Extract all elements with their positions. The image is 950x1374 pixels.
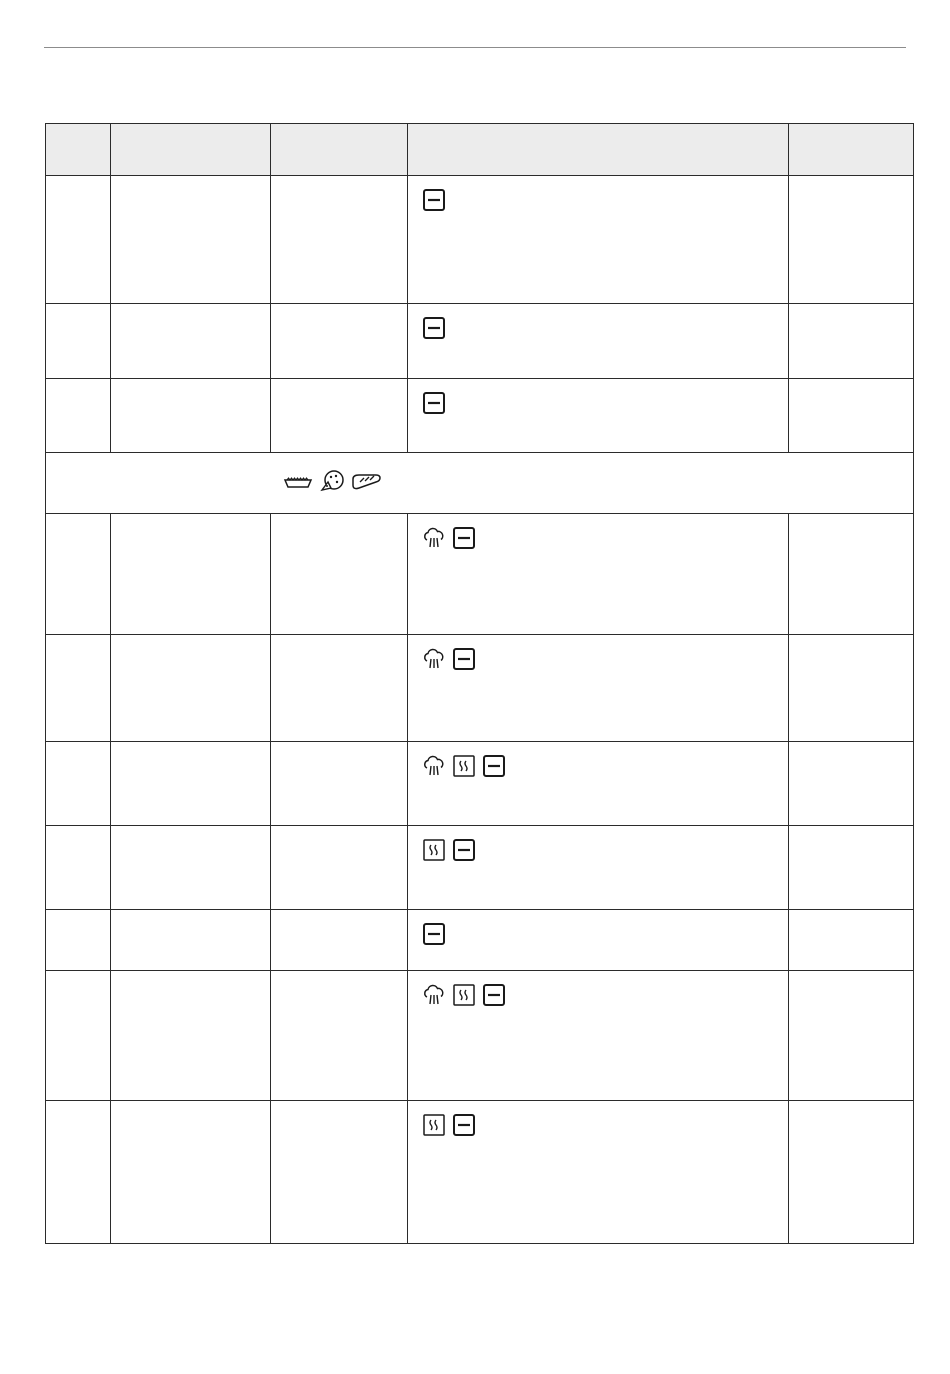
table-row xyxy=(46,971,914,1101)
table-cell-col-2 xyxy=(111,971,271,1101)
table-cell-col-2 xyxy=(111,826,271,910)
table-row xyxy=(46,1101,914,1244)
table-cell-col-3 xyxy=(271,1101,408,1244)
table-cell-col-5 xyxy=(789,379,914,453)
table-cell-col-1 xyxy=(46,176,111,304)
table-cell-col-2 xyxy=(111,176,271,304)
bottom-heat-icon xyxy=(422,316,446,340)
table-cell-col-3 xyxy=(271,635,408,742)
bottom-heat-icon xyxy=(422,391,446,415)
function-icons xyxy=(408,910,788,946)
top-rule xyxy=(44,47,906,48)
table-cell-col-1 xyxy=(46,971,111,1101)
bottom-heat-icon xyxy=(422,188,446,212)
table-cell-col-2 xyxy=(111,635,271,742)
bottom-heat-icon xyxy=(482,754,506,778)
table-cell-col-1 xyxy=(46,910,111,971)
table-cell-col-5 xyxy=(789,971,914,1101)
header-cell-5 xyxy=(789,124,914,176)
table-cell-col-3 xyxy=(271,176,408,304)
table-cell-col-5 xyxy=(789,1101,914,1244)
table-cell-col-4 xyxy=(408,1101,789,1244)
table-cell-col-1 xyxy=(46,826,111,910)
baguette-icon xyxy=(350,469,382,493)
settings-table xyxy=(45,123,914,1244)
steam-icon xyxy=(422,983,446,1007)
function-icons xyxy=(408,514,788,550)
table-cell-col-4 xyxy=(408,176,789,304)
table-cell-col-3 xyxy=(271,742,408,826)
bottom-heat-icon xyxy=(422,922,446,946)
hot-air-icon xyxy=(422,1113,446,1137)
table-row xyxy=(46,910,914,971)
table-cell-col-5 xyxy=(789,514,914,635)
table-row xyxy=(46,826,914,910)
table-cell-col-1 xyxy=(46,514,111,635)
hot-air-icon xyxy=(452,754,476,778)
header-cell-2 xyxy=(111,124,271,176)
function-icons xyxy=(408,971,788,1007)
category-icons xyxy=(282,469,382,493)
header-cell-4 xyxy=(408,124,789,176)
category-cell xyxy=(46,453,914,514)
table-cell-col-1 xyxy=(46,379,111,453)
table-row xyxy=(46,742,914,826)
function-icons xyxy=(408,635,788,671)
table-cell-col-5 xyxy=(789,176,914,304)
function-icons xyxy=(408,826,788,862)
steam-icon xyxy=(422,526,446,550)
bottom-heat-icon xyxy=(452,838,476,862)
table-cell-col-3 xyxy=(271,826,408,910)
table-cell-col-2 xyxy=(111,742,271,826)
function-icons xyxy=(408,1101,788,1137)
bottom-heat-icon xyxy=(452,526,476,550)
table-cell-col-1 xyxy=(46,304,111,379)
table-cell-col-3 xyxy=(271,379,408,453)
hot-air-icon xyxy=(422,838,446,862)
table-cell-col-2 xyxy=(111,910,271,971)
function-icons xyxy=(408,304,788,340)
table-cell-col-3 xyxy=(271,910,408,971)
table-row xyxy=(46,379,914,453)
table-row xyxy=(46,635,914,742)
steam-icon xyxy=(422,754,446,778)
table-cell-col-4 xyxy=(408,826,789,910)
table-cell-col-2 xyxy=(111,1101,271,1244)
pizza-slice-icon xyxy=(316,469,348,493)
function-icons xyxy=(408,176,788,212)
table-cell-col-2 xyxy=(111,514,271,635)
table-header-row xyxy=(46,124,914,176)
table-cell-col-5 xyxy=(789,910,914,971)
table-cell-col-4 xyxy=(408,514,789,635)
table-cell-col-1 xyxy=(46,635,111,742)
table-cell-col-4 xyxy=(408,971,789,1101)
table-row xyxy=(46,176,914,304)
header-cell-1 xyxy=(46,124,111,176)
table-cell-col-5 xyxy=(789,304,914,379)
table-cell-col-3 xyxy=(271,304,408,379)
bottom-heat-icon xyxy=(452,1113,476,1137)
table-cell-col-2 xyxy=(111,379,271,453)
bottom-heat-icon xyxy=(452,647,476,671)
table-cell-col-4 xyxy=(408,379,789,453)
table-cell-col-4 xyxy=(408,910,789,971)
table-cell-col-1 xyxy=(46,1101,111,1244)
table-cell-col-5 xyxy=(789,635,914,742)
table-cell-col-2 xyxy=(111,304,271,379)
table-cell-col-5 xyxy=(789,826,914,910)
function-icons xyxy=(408,379,788,415)
table-cell-col-3 xyxy=(271,514,408,635)
table-cell-col-4 xyxy=(408,304,789,379)
category-row xyxy=(46,453,914,514)
table-row xyxy=(46,304,914,379)
table-cell-col-1 xyxy=(46,742,111,826)
function-icons xyxy=(408,742,788,778)
steam-icon xyxy=(422,647,446,671)
header-cell-3 xyxy=(271,124,408,176)
bottom-heat-icon xyxy=(482,983,506,1007)
tart-pan-icon xyxy=(282,469,314,493)
hot-air-icon xyxy=(452,983,476,1007)
table-cell-col-3 xyxy=(271,971,408,1101)
table-cell-col-4 xyxy=(408,742,789,826)
table-row xyxy=(46,514,914,635)
table-cell-col-5 xyxy=(789,742,914,826)
table-cell-col-4 xyxy=(408,635,789,742)
